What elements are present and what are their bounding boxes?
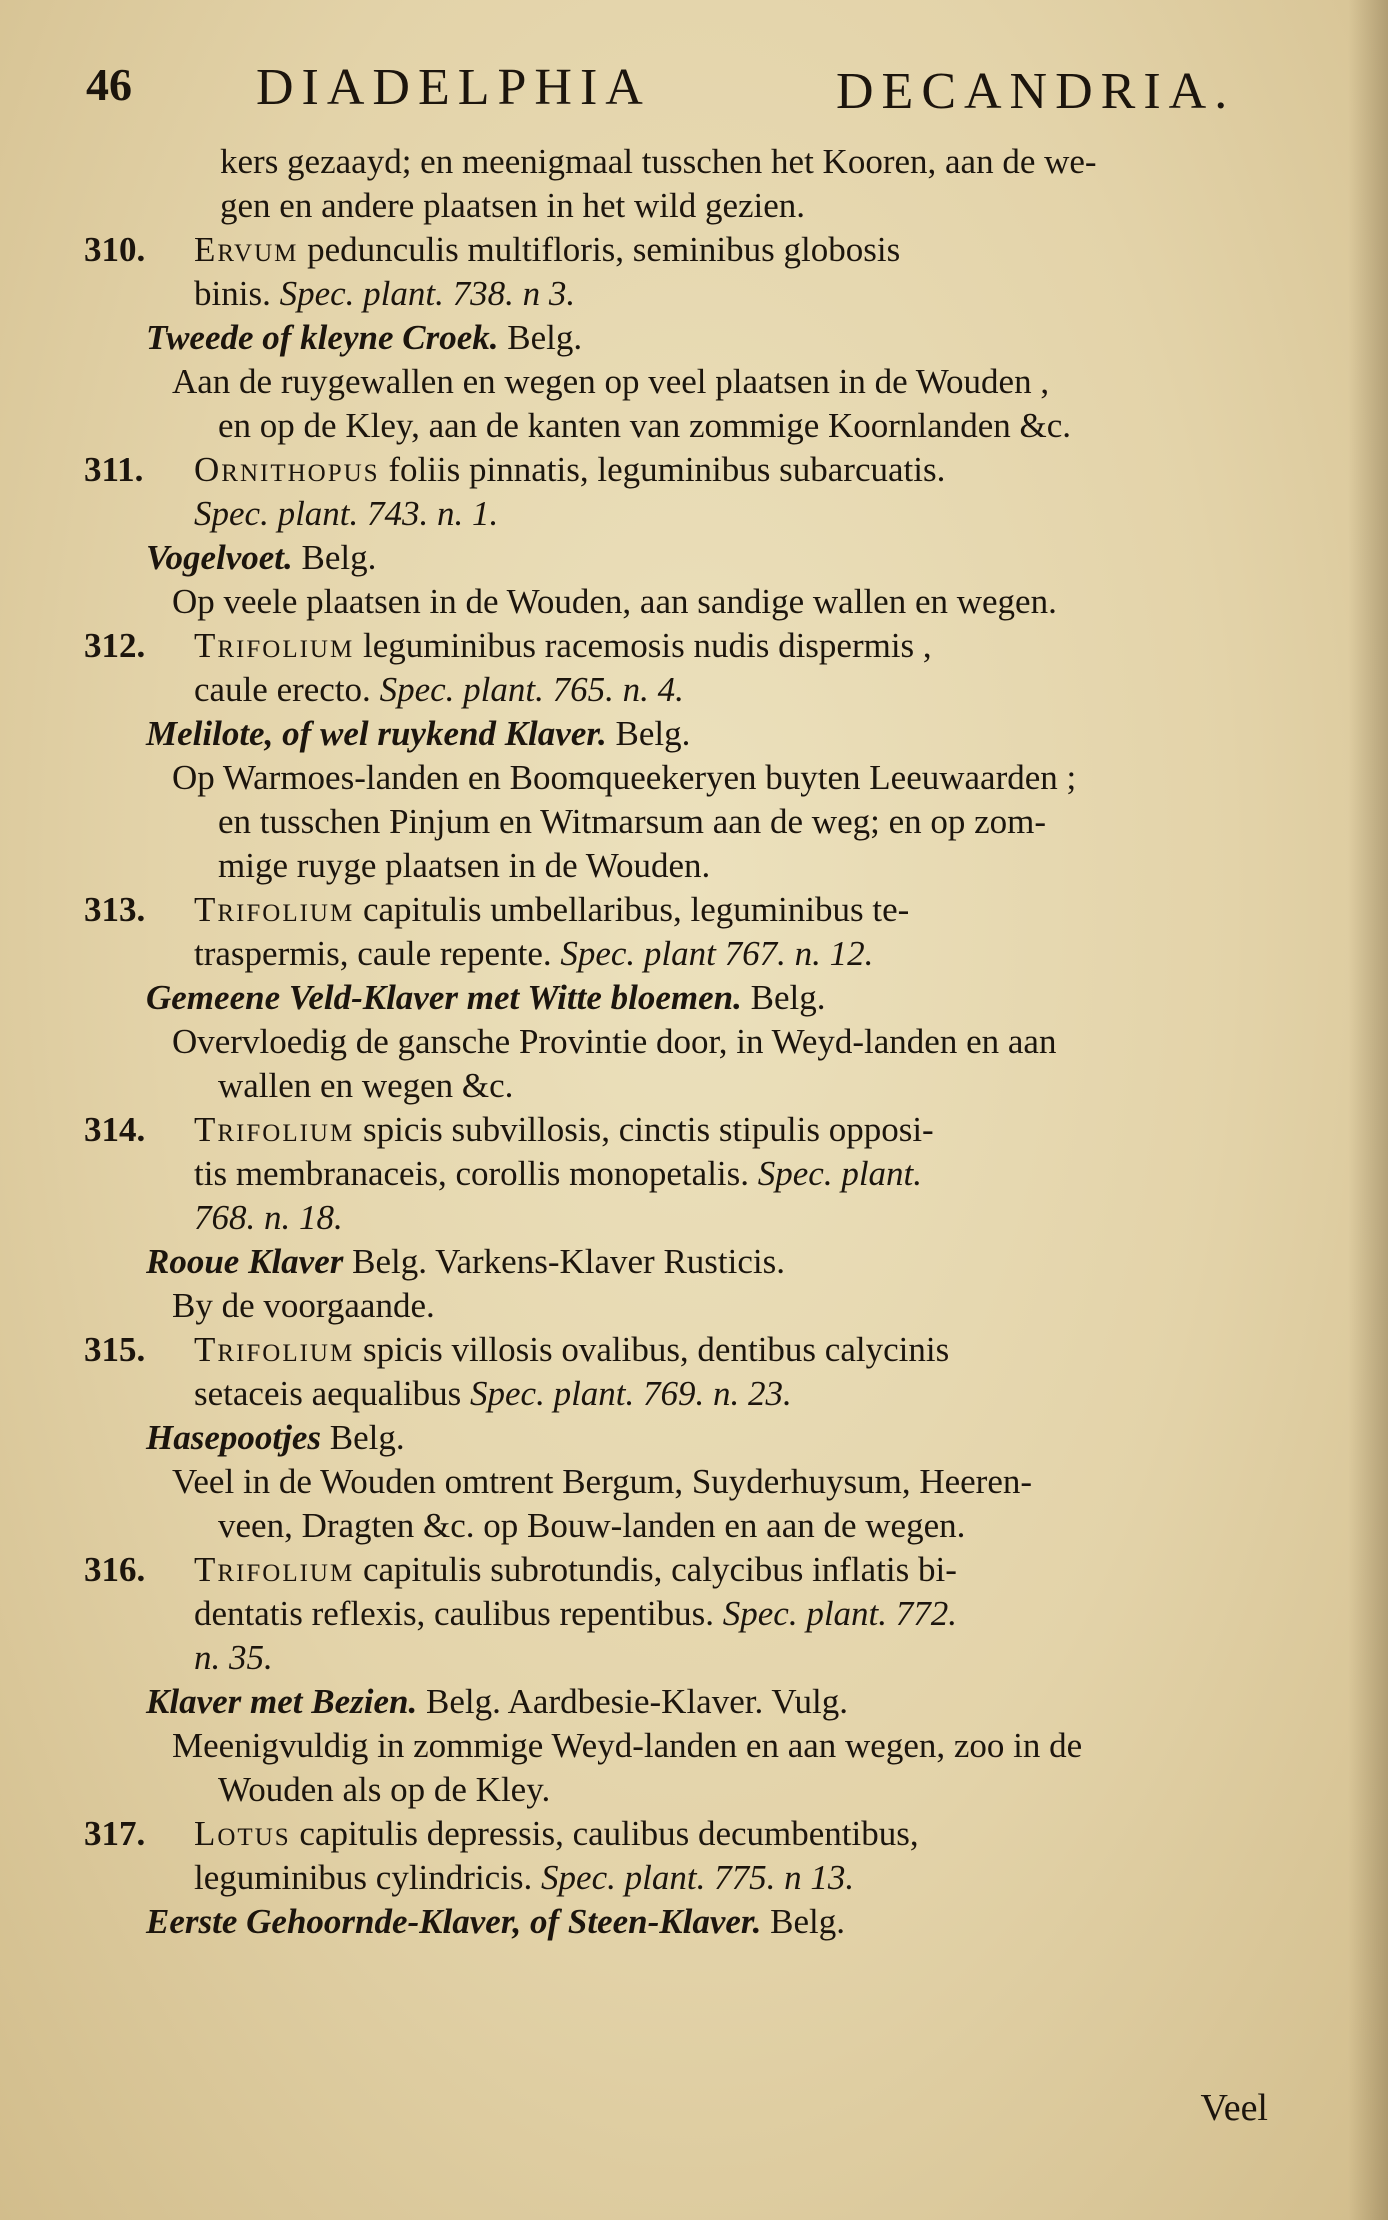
species-plantarum-reference: Spec. plant. 743. n. 1. — [194, 494, 499, 533]
species-plantarum-reference: Spec. plant. 772. — [722, 1594, 958, 1633]
diagnosis-text: caule erecto. — [194, 670, 380, 709]
habitat-line: Veel in de Wouden omtrent Bergum, Suyderhuysum, Heeren- — [172, 1462, 1033, 1501]
entry-diagnosis-line — [84, 1372, 1284, 1416]
page-number: 46 — [86, 59, 132, 110]
species-entry — [84, 228, 1284, 448]
entry-diagnosis-line — [84, 888, 1284, 932]
entry-number: 312. — [84, 626, 146, 665]
genus-name: Trifolium — [194, 626, 355, 665]
species-plantarum-reference: Spec. plant. 775. n 13. — [541, 1858, 855, 1897]
vernacular-language: Belg. Varkens-Klaver Rusticis. — [343, 1242, 785, 1281]
habitat-line: Op Warmoes-landen en Boomqueekeryen buyten Leeuwaarden ; — [172, 758, 1077, 797]
page-edge-shadow — [1348, 0, 1388, 2220]
species-entries — [84, 228, 1284, 1944]
habitat-line: mige ruyge plaatsen in de Wouden. — [218, 846, 711, 885]
page-body — [84, 140, 1284, 1944]
habitat-line: en op de Kley, aan de kanten van zommige Koornlanden &c. — [218, 406, 1071, 445]
vernacular-language: Belg. — [741, 978, 826, 1017]
genus-name: Ervum — [194, 230, 299, 269]
vernacular-language: Belg. — [761, 1902, 845, 1941]
entry-diagnosis-line — [84, 932, 1284, 976]
vernacular-name-line — [84, 976, 1284, 1020]
catchword: Veel — [1200, 2087, 1268, 2129]
diagnosis-text: foliis pinnatis, leguminibus subarcuatis. — [379, 450, 946, 489]
diagnosis-text: setaceis aequalibus — [194, 1374, 471, 1413]
vernacular-name: Eerste Gehoornde-Klaver, of Steen-Klaver. — [146, 1902, 762, 1941]
vernacular-language: Belg. Aardbesie-Klaver. Vulg. — [417, 1682, 848, 1721]
header-title-right: DECANDRIA. — [836, 63, 1236, 120]
vernacular-name-line — [84, 536, 1284, 580]
habitat-line: veen, Dragten &c. op Bouw-landen en aan de wegen. — [218, 1506, 966, 1545]
species-entry — [84, 888, 1284, 1108]
vernacular-name-line — [84, 1680, 1284, 1724]
entry-diagnosis-line — [84, 1592, 1284, 1636]
genus-name: Lotus — [194, 1814, 291, 1853]
entry-diagnosis-line — [84, 1812, 1284, 1856]
habitat-line: By de voorgaande. — [172, 1286, 435, 1325]
habitat-line: Wouden als op de Kley. — [218, 1770, 551, 1809]
species-plantarum-reference: Spec. plant. 765. n. 4. — [379, 670, 684, 709]
vernacular-name: Melilote, of wel ruykend Klaver. — [146, 714, 607, 753]
habitat-line: Overvloedig de gansche Provintie door, in Weyd-landen en aan — [172, 1022, 1057, 1061]
vernacular-name: Klaver met Bezien. — [146, 1682, 418, 1721]
habitat-line: en tusschen Pinjum en Witmarsum aan de weg; en op zom- — [218, 802, 1047, 841]
diagnosis-text: pedunculis multifloris, seminibus globosis — [298, 230, 901, 269]
vernacular-language: Belg. — [320, 1418, 405, 1457]
habitat-line: Op veele plaatsen in de Wouden, aan sandige wallen en wegen. — [172, 582, 1057, 621]
genus-name: Trifolium — [194, 1330, 355, 1369]
diagnosis-text: leguminibus racemosis nudis dispermis , — [354, 626, 932, 665]
genus-name: Trifolium — [194, 890, 355, 929]
vernacular-language: Belg. — [606, 714, 691, 753]
entry-diagnosis-line — [84, 1152, 1284, 1196]
entry-number: 315. — [84, 1330, 146, 1369]
entry-diagnosis-line — [84, 272, 1284, 316]
vernacular-name: Tweede of kleyne Croek. — [146, 318, 499, 357]
species-entry — [84, 1328, 1284, 1548]
vernacular-name-line — [84, 1240, 1284, 1284]
entry-diagnosis-line — [84, 492, 1284, 536]
intro-line: kers gezaayd; en meenigmaal tusschen het Kooren, aan de we- — [220, 142, 1097, 181]
vernacular-language: Belg. — [292, 538, 377, 577]
entry-diagnosis-line — [84, 624, 1284, 668]
diagnosis-text: spicis subvillosis, cinctis stipulis opposi- — [354, 1110, 934, 1149]
genus-name: Trifolium — [194, 1550, 355, 1589]
diagnosis-text: dentatis reflexis, caulibus repentibus. — [194, 1594, 723, 1633]
entry-diagnosis-line: 768. n. 18. — [194, 1198, 343, 1237]
genus-name: Trifolium — [194, 1110, 355, 1149]
entry-diagnosis-line — [84, 228, 1284, 272]
species-entry — [84, 1108, 1284, 1328]
entry-diagnosis-line: n. 35. — [194, 1638, 273, 1677]
diagnosis-text: spicis villosis ovalibus, dentibus calycinis — [354, 1330, 950, 1369]
diagnosis-text: capitulis depressis, caulibus decumbentibus, — [290, 1814, 919, 1853]
vernacular-name: Gemeene Veld-Klaver met Witte bloemen. — [146, 978, 742, 1017]
entry-number: 317. — [84, 1814, 146, 1853]
habitat-line: Aan de ruygewallen en wegen op veel plaatsen in de Wouden , — [172, 362, 1050, 401]
entry-diagnosis-line — [84, 1328, 1284, 1372]
habitat-line: Meenigvuldig in zommige Weyd-landen en aan wegen, zoo in de — [172, 1726, 1083, 1765]
entry-diagnosis-line — [84, 1108, 1284, 1152]
species-plantarum-reference: Spec. plant. 769. n. 23. — [470, 1374, 792, 1413]
species-entry — [84, 448, 1284, 624]
diagnosis-text: capitulis umbellaribus, leguminibus te- — [354, 890, 910, 929]
diagnosis-text: leguminibus cylindricis. — [194, 1858, 542, 1897]
species-plantarum-reference: Spec. plant. 738. n 3. — [279, 274, 576, 313]
habitat-line: wallen en wegen &c. — [218, 1066, 514, 1105]
header-title-left: DIADELPHIA — [256, 59, 651, 116]
entry-number: 314. — [84, 1110, 146, 1149]
entry-diagnosis-line — [84, 668, 1284, 712]
entry-number: 311. — [84, 450, 144, 489]
diagnosis-text: tis membranaceis, corollis monopetalis. — [194, 1154, 758, 1193]
entry-diagnosis-line — [84, 1548, 1284, 1592]
vernacular-name-line — [84, 316, 1284, 360]
entry-diagnosis-line — [84, 448, 1284, 492]
species-entry — [84, 1812, 1284, 1944]
entry-number: 316. — [84, 1550, 146, 1589]
vernacular-language: Belg. — [498, 318, 583, 357]
vernacular-name: Hasepootjes — [146, 1418, 321, 1457]
diagnosis-text: binis. — [194, 274, 280, 313]
species-plantarum-reference: Spec. plant 767. n. 12. — [560, 934, 874, 973]
diagnosis-text: capitulis subrotundis, calycibus inflatis bi- — [354, 1550, 957, 1589]
species-entry — [84, 624, 1284, 888]
diagnosis-text: traspermis, caule repente. — [194, 934, 561, 973]
genus-name: Ornithopus — [194, 450, 380, 489]
species-plantarum-reference: Spec. plant. — [757, 1154, 923, 1193]
species-entry — [84, 1548, 1284, 1812]
entry-number: 313. — [84, 890, 146, 929]
vernacular-name-line — [84, 1900, 1284, 1944]
intro-line: gen en andere plaatsen in het wild gezien. — [220, 186, 806, 225]
entry-number: 310. — [84, 230, 146, 269]
vernacular-name-line — [84, 712, 1284, 756]
vernacular-name: Vogelvoet. — [146, 538, 293, 577]
vernacular-name-line — [84, 1416, 1284, 1460]
vernacular-name: Rooue Klaver — [146, 1242, 344, 1281]
entry-diagnosis-line — [84, 1856, 1284, 1900]
